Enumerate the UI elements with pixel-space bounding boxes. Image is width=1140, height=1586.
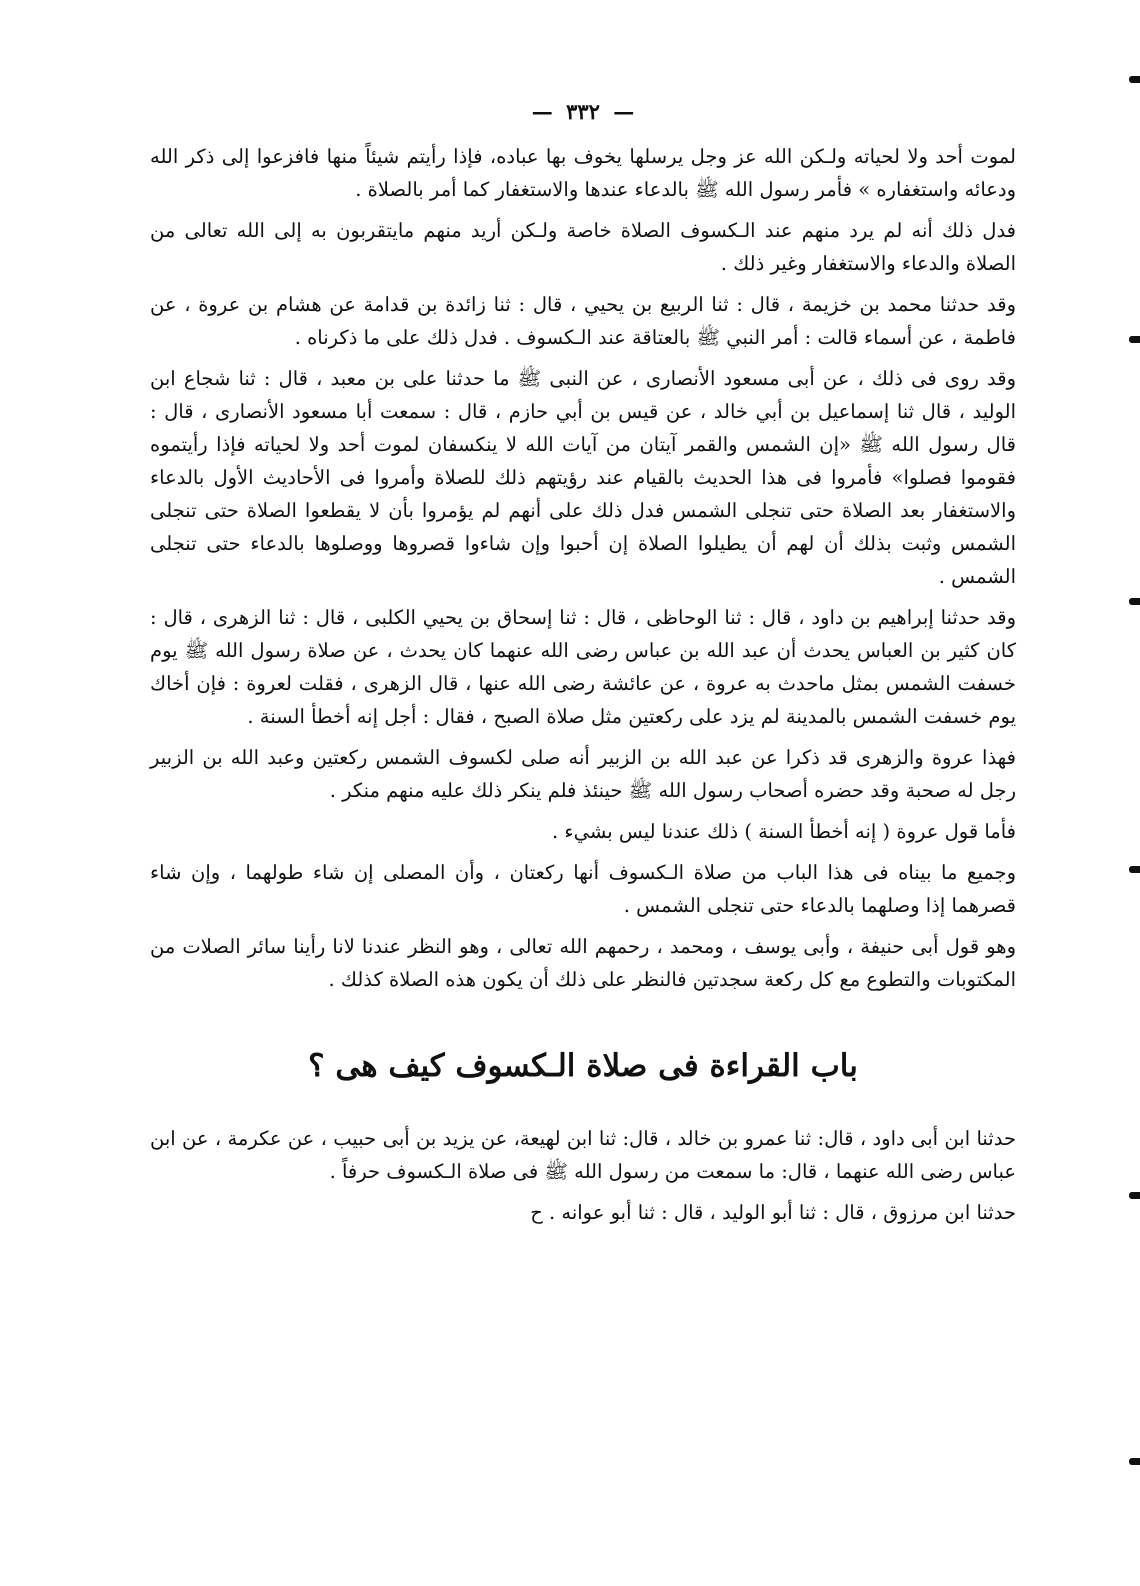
- paragraph-2: فدل ذلك أنه لم يرد منهم عند الـكسوف الصلاة خاصة ولـكن أريد منهم مايتقربون به إلى الله تعالى من الصلاة والدعاء والاستغفار وغير ذلك .: [150, 219, 1016, 275]
- page-number-dash-left: —: [531, 99, 553, 124]
- scan-edge-mark: [1129, 598, 1140, 605]
- chapter-paragraph-2: حدثنا ابن مرزوق ، قال : ثنا أبو الوليد ، قال : ثنا أبو عوانه . ح: [530, 1201, 1016, 1224]
- scan-edge-mark: [1129, 866, 1140, 873]
- page-body: [150, 95, 1016, 1237]
- paragraph-8: وجميع ما بيناه فى هذا الباب من صلاة الـكسوف أنها ركعتان ، وأن المصلى إن شاء طولهما ، وإن شاء قصرهما إذا وصلهما بالدعاء حتى تنجلى الشمس .: [150, 861, 1016, 917]
- scan-edge-mark: [1129, 336, 1140, 343]
- paragraph-3: وقد حدثنا محمد بن خزيمة ، قال : ثنا الربيع بن يحيي ، قال : ثنا زائدة بن قدامة عن هشام بن عروة ، عن فاطمة ، عن أسماء قالت : أمر النبي ﷺ بالعتاقة عند الـكسوف . فدل ذلك على ما ذكرناه .: [150, 293, 1016, 349]
- scan-edge-mark: [1129, 1192, 1140, 1199]
- scan-edge-mark: [1129, 76, 1140, 83]
- chapter-heading: باب القراءة فى صلاة الـكسوف كيف هى ؟: [308, 1048, 858, 1084]
- paragraph-5: وقد حدثنا إبراهيم بن داود ، قال : ثنا الوحاظى ، قال : ثنا إسحاق بن يحيي الكلبى ، قال : ثنا الزهرى ، قال : كان كثير بن العباس يحدث أن عبد الله بن عباس رضى الله عنهما كان يحدث ، عن صلاة رسول الله ﷺ يوم خسفت الشمس بمثل ماحدث به عروة ، عن عائشة رضى الله عنها ، قال الزهرى ، فقلت لعروة : فإن أخاك يوم خسفت الشمس بالمدينة لم يزد على ركعتين مثل صلاة الصبح ، فقال : أجل إنه أخطأ السنة .: [150, 606, 1016, 728]
- paragraph-6: فهذا عروة والزهرى قد ذكرا عن عبد الله بن الزبير أنه صلى لكسوف الشمس ركعتين وعبد الله بن الزبير رجل له صحبة وقد حضره أصحاب رسول الله ﷺ حينئذ فلم ينكر ذلك عليه منهم منكر .: [150, 746, 1016, 802]
- chapter-paragraph-1: حدثنا ابن أبى داود ، قال: ثنا عمرو بن خالد ، قال: ثنا ابن لهيعة، عن يزيد بن أبى حبيب ، عن عكرمة ، عن ابن عباس رضى الله عنهما ، قال: ما سمعت من رسول الله ﷺ فى صلاة الـكسوف حرفاً .: [150, 1127, 1016, 1183]
- page-number-dash-right: —: [613, 99, 635, 124]
- paragraph-1: لموت أحد ولا لحياته ولـكن الله عز وجل يرسلها يخوف بها عباده، فإذا رأيتم شيئاً منها فافزعوا إلى ذكر الله ودعائه واستغفاره » فأمر رسول الله ﷺ بالدعاء عندها والاستغفار كما أمر بالصلاة .: [150, 145, 1016, 201]
- page-number: [150, 95, 1016, 128]
- paragraph-4: وقد روى فى ذلك ، عن أبى مسعود الأنصارى ، عن النبى ﷺ ما حدثنا على بن معبد ، قال : ثنا شجاع ابن الوليد ، قال ثنا إسماعيل بن أبي خالد ، عن قيس بن أبي حازم ، قال : سمعت أبا مسعود الأنصارى ، قال : قال رسول الله ﷺ «إن الشمس والقمر آيتان من آيات الله لا ينكسفان لموت أحد ولا لحياته فإذا رأيتموه فقوموا فصلوا» فأمروا فى هذا الحديث بالقيام عند رؤيتهم ذلك للصلاة وأمروا فى الأحاديث الأول بالدعاء والاستغفار بعد الصلاة حتى تنجلى الشمس فدل ذلك على أنهم لم يؤمروا بأن لا يقطعوا الصلاة حتى تنجلى الشمس وثبت بذلك أن لهم أن يطيلوا الصلاة إن أحبوا وإن شاءوا قصروها ووصلوها بالدعاء حتى تنجلى الشمس .: [150, 367, 1016, 588]
- scan-edge-mark: [1129, 1458, 1140, 1465]
- paragraph-7: فأما قول عروة ( إنه أخطأ السنة ) ذلك عندنا ليس بشيء .: [552, 820, 1016, 843]
- paragraph-9: وهو قول أبى حنيفة ، وأبى يوسف ، ومحمد ، رحمهم الله تعالى ، وهو النظر عندنا لانا رأينا سائر الصلات من المكتوبات والتطوع مع كل ركعة سجدتين فالنظر على ذلك أن يكون هذه الصلاة كذلك .: [150, 935, 1016, 991]
- page-number-value: ٣٣٢: [566, 99, 600, 124]
